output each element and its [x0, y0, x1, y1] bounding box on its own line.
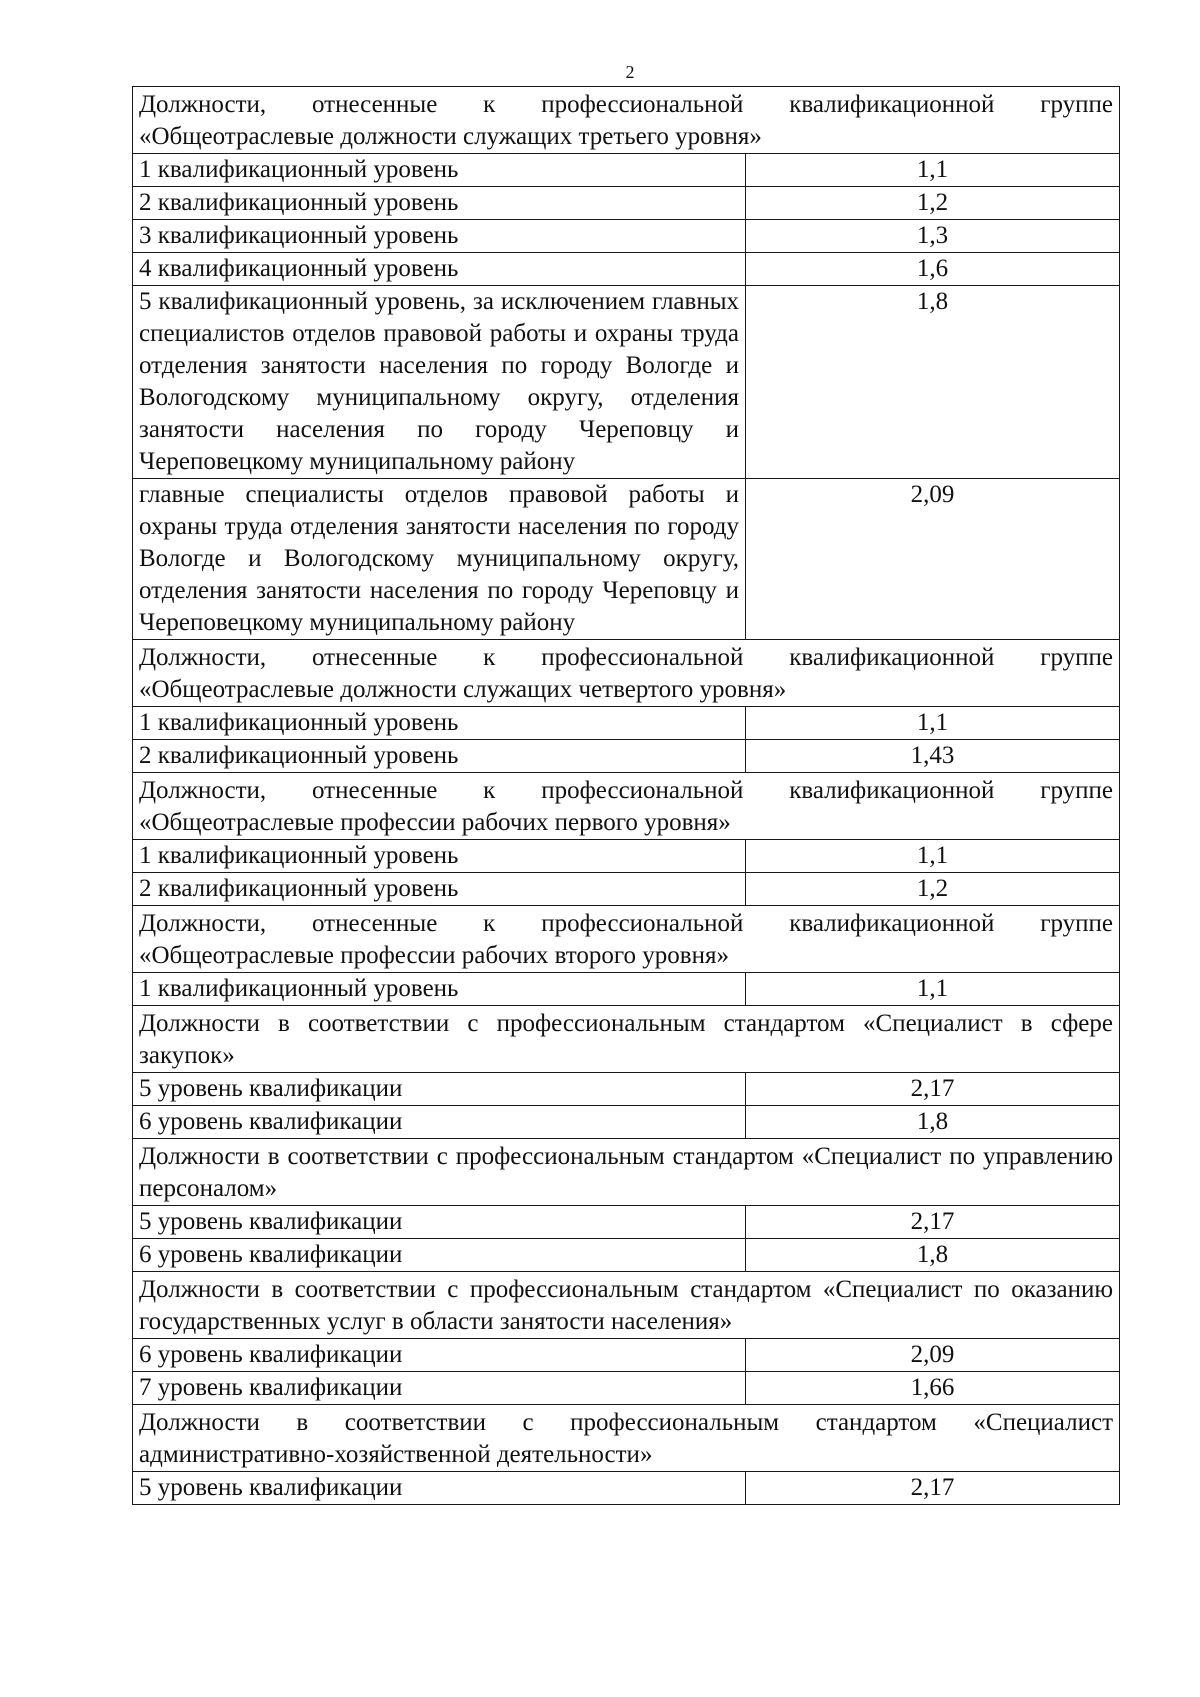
table-row	[133, 187, 1120, 220]
position-name: 6 уровень квалификации	[133, 1339, 746, 1372]
coefficient-value: 1,1	[746, 840, 1120, 873]
position-name: 2 квалификационный уровень	[133, 873, 746, 906]
position-name: 5 квалификационный уровень, за исключением главных специалистов отделов правовой работы и охраны труда отделения занятости населения по городу Вологде и Вологодскому муниципальному округу, отделения занятости населения по городу Череповцу и Череповецкому муниципальному району	[133, 286, 746, 479]
position-name: 7 уровень квалификации	[133, 1372, 746, 1405]
table-row	[133, 1372, 1120, 1405]
table-row	[133, 479, 1120, 640]
group-header-row	[133, 640, 1120, 707]
position-name: 1 квалификационный уровень	[133, 154, 746, 187]
group-header-text: Должности в соответствии с профессиональным стандартом «Специалист административно-хозяйственной деятельности»	[133, 1405, 1120, 1472]
table-row	[133, 154, 1120, 187]
group-header-text: Должности, отнесенные к профессиональной квалификационной группе «Общеотраслевые должности служащих четвертого уровня»	[133, 640, 1120, 707]
coefficient-value: 1,1	[746, 973, 1120, 1006]
coefficient-value: 2,09	[746, 1339, 1120, 1372]
table-row	[133, 1073, 1120, 1106]
coefficient-value: 1,6	[746, 253, 1120, 286]
coefficient-value: 1,8	[746, 1239, 1120, 1272]
coefficient-value: 2,17	[746, 1073, 1120, 1106]
table-row	[133, 1339, 1120, 1372]
coefficient-value: 1,2	[746, 187, 1120, 220]
table-row	[133, 873, 1120, 906]
group-header-text: Должности в соответствии с профессиональным стандартом «Специалист по управлению персоналом»	[133, 1139, 1120, 1206]
position-name: 3 квалификационный уровень	[133, 220, 746, 253]
group-header-row	[133, 1139, 1120, 1206]
group-header-text: Должности в соответствии с профессиональным стандартом «Специалист по оказанию государственных услуг в области занятости населения»	[133, 1272, 1120, 1339]
coefficients-table	[132, 86, 1120, 1505]
group-header-row	[133, 1405, 1120, 1472]
position-name: главные специалисты отделов правовой работы и охраны труда отделения занятости населения по городу Вологде и Вологодскому муниципальному округу, отделения занятости населения по городу Череповцу и Череповецкому муниципальному району	[133, 479, 746, 640]
table-row	[133, 1206, 1120, 1239]
group-header-row	[133, 773, 1120, 840]
table-row	[133, 840, 1120, 873]
group-header-row	[133, 906, 1120, 973]
table-row	[133, 707, 1120, 740]
group-header-text: Должности, отнесенные к профессиональной квалификационной группе «Общеотраслевые профессии рабочих первого уровня»	[133, 773, 1120, 840]
position-name: 1 квалификационный уровень	[133, 707, 746, 740]
position-name: 4 квалификационный уровень	[133, 253, 746, 286]
position-name: 5 уровень квалификации	[133, 1472, 746, 1505]
position-name: 5 уровень квалификации	[133, 1073, 746, 1106]
position-name: 1 квалификационный уровень	[133, 973, 746, 1006]
table-body	[133, 87, 1120, 1505]
coefficient-value: 2,17	[746, 1472, 1120, 1505]
coefficient-value: 1,3	[746, 220, 1120, 253]
group-header-row	[133, 1006, 1120, 1073]
table-row	[133, 220, 1120, 253]
position-name: 6 уровень квалификации	[133, 1106, 746, 1139]
coefficient-value: 1,8	[746, 286, 1120, 479]
position-name: 2 квалификационный уровень	[133, 740, 746, 773]
position-name: 1 квалификационный уровень	[133, 840, 746, 873]
coefficient-value: 1,43	[746, 740, 1120, 773]
page-number: 2	[625, 62, 635, 82]
table-row	[133, 1106, 1120, 1139]
coefficient-value: 1,1	[746, 707, 1120, 740]
table-row	[133, 1239, 1120, 1272]
coefficient-value: 2,09	[746, 479, 1120, 640]
coefficient-value: 1,8	[746, 1106, 1120, 1139]
coefficient-value: 2,17	[746, 1206, 1120, 1239]
group-header-row	[133, 1272, 1120, 1339]
table-row	[133, 1472, 1120, 1505]
position-name: 2 квалификационный уровень	[133, 187, 746, 220]
group-header-text: Должности, отнесенные к профессиональной квалификационной группе «Общеотраслевые должности служащих третьего уровня»	[133, 87, 1120, 154]
table-row	[133, 286, 1120, 479]
position-name: 6 уровень квалификации	[133, 1239, 746, 1272]
group-header-text: Должности, отнесенные к профессиональной квалификационной группе «Общеотраслевые профессии рабочих второго уровня»	[133, 906, 1120, 973]
table-row	[133, 973, 1120, 1006]
table-row	[133, 253, 1120, 286]
coefficient-value: 1,2	[746, 873, 1120, 906]
coefficient-value: 1,66	[746, 1372, 1120, 1405]
position-name: 5 уровень квалификации	[133, 1206, 746, 1239]
group-header-row	[133, 87, 1120, 154]
coefficient-value: 1,1	[746, 154, 1120, 187]
table-row	[133, 740, 1120, 773]
group-header-text: Должности в соответствии с профессиональным стандартом «Специалист в сфере закупок»	[133, 1006, 1120, 1073]
